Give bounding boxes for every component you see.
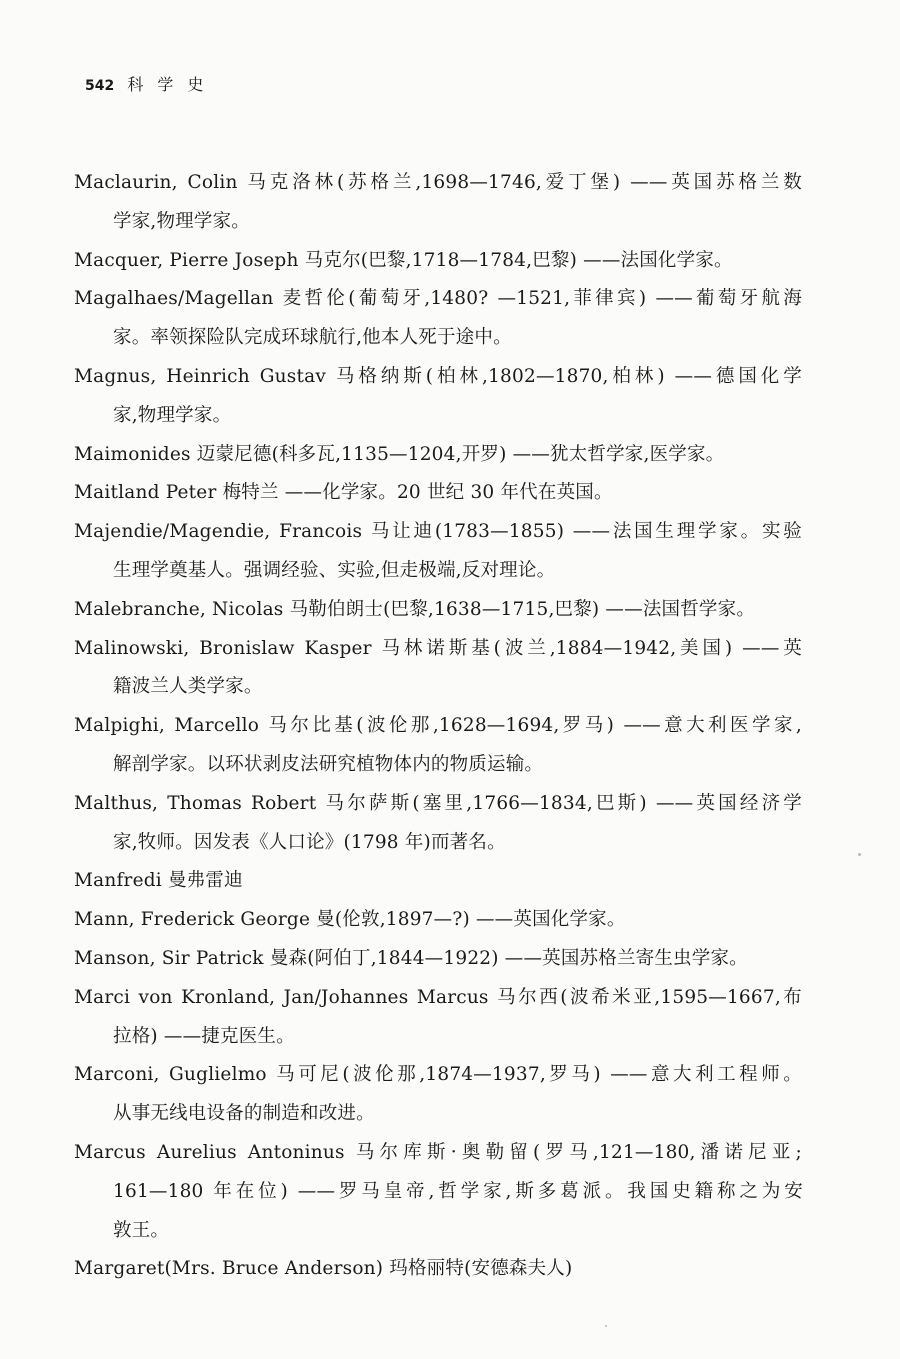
entry-headword-line: Malpighi, Marcello 马尔比基(波伦那,1628—1694,罗马) ——意大利医学家, [74,715,802,737]
entry-continuation-line: 家。率领探险队完成环球航行,他本人死于途中。 [113,327,512,349]
entry-headword-line: Magalhaes/Magellan 麦哲伦(葡萄牙,1480? —1521,菲律宾) ——葡萄牙航海 [74,288,802,310]
entry-headword-line: Maclaurin, Colin 马克洛林(苏格兰,1698—1746,爱丁堡) ——英国苏格兰数 [74,172,802,193]
entry-headword-line: Malinowski, Bronislaw Kasper 马林诺斯基(波兰,1884—1942,美国) ——英 [74,637,802,659]
book-title: 科学史 [127,75,218,94]
entry-continuation-line: 拉格) ——捷克医生。 [113,1025,295,1047]
entry-continuation-line: 生理学奠基人。强调经验、实验,但走极端,反对理论。 [113,560,556,581]
entry-continuation-line: 学家,物理学家。 [113,210,250,232]
entry-headword-line: Malthus, Thomas Robert 马尔萨斯(塞里,1766—1834,巴斯) ——英国经济学 [74,792,802,814]
page-number: 542 [85,78,115,94]
entry-headword-line: Manson, Sir Patrick 曼森(阿伯丁,1844—1922) ——英国苏格兰寄生虫学家。 [74,948,748,969]
entry-headword-line: Mann, Frederick George 曼(伦敦,1897—?) ——英国化学家。 [74,909,626,931]
entry-headword-line: Marconi, Guglielmo 马可尼(波伦那,1874—1937,罗马) ——意大利工程师。 [74,1064,802,1086]
entry-continuation-line: 161—180 年在位) ——罗马皇帝,哲学家,斯多葛派。我国史籍称之为安 [113,1180,803,1202]
running-header [85,74,217,97]
entry-headword-line: Maimonides 迈蒙尼德(科多瓦,1135—1204,开罗) ——犹太哲学家,医学家。 [74,443,725,465]
entry-headword-line: Macquer, Pierre Joseph 马克尔(巴黎,1718—1784,巴黎) ——法国化学家。 [74,249,733,271]
entry-headword-line: Marci von Kronland, Jan/Johannes Marcus 马尔西(波希米亚,1595—1667,布 [74,986,802,1008]
entry-continuation-line: 籍波兰人类学家。 [113,676,263,698]
entry-continuation-line: 解剖学家。以环状剥皮法研究植物体内的物质运输。 [113,754,544,775]
entry-continuation-line: 家,牧师。因发表《人口论》(1798 年)而著名。 [113,831,506,853]
entry-headword-line: Maitland Peter 梅特兰 ——化学家。20 世纪 30 年代在英国。 [74,482,613,504]
paper-speck [605,1325,607,1327]
entry-headword-line: Margaret(Mrs. Bruce Anderson) 玛格丽特(安德森夫人) [74,1258,573,1280]
paper-speck [858,853,861,856]
entry-headword-line: Malebranche, Nicolas 马勒伯朗士(巴黎,1638—1715,巴黎) ——法国哲学家。 [74,598,756,620]
entry-headword-line: Marcus Aurelius Antoninus 马尔库斯·奥勒留(罗马,121—180,潘诺尼亚; [74,1142,802,1163]
entry-headword-line: Manfredi 曼弗雷迪 [74,870,243,892]
entry-headword-line: Majendie/Magendie, Francois 马让迪(1783—1855) ——法国生理学家。实验 [74,521,802,543]
entry-continuation-line: 从事无线电设备的制造和改进。 [113,1103,375,1125]
entry-continuation-line: 家,物理学家。 [113,404,232,426]
entry-headword-line: Magnus, Heinrich Gustav 马格纳斯(柏林,1802—1870,柏林) ——德国化学 [74,366,802,387]
entry-continuation-line: 敦王。 [113,1219,170,1241]
